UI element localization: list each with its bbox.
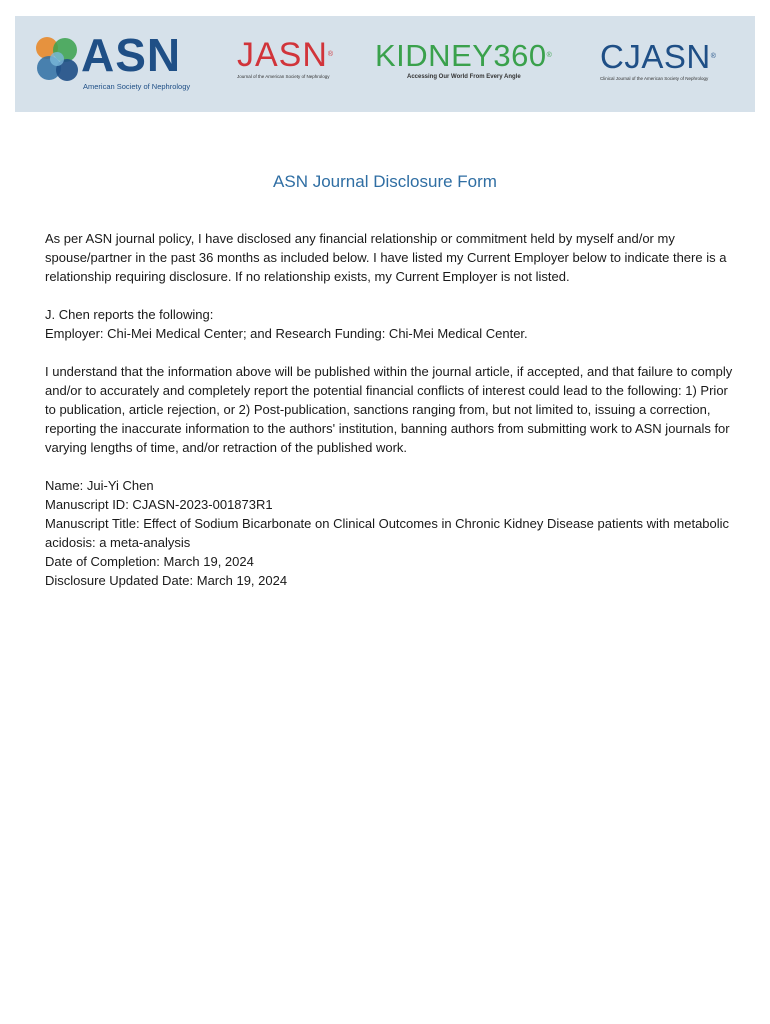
manuscript-title: Manuscript Title: Effect of Sodium Bicarbonate on Clinical Outcomes in Chronic Kidney Disease patients with metabolic acidosis: a meta-analysis	[45, 516, 730, 550]
asn-molecule-icon	[31, 34, 83, 86]
disclosure-updated-date: Disclosure Updated Date: March 19, 2024	[45, 573, 288, 588]
kidney360-subtitle: Accessing Our World From Every Angle	[407, 74, 521, 80]
manuscript-details	[45, 476, 735, 590]
cjasn-subtitle: Clinical Journal of the American Society of Nephrology	[600, 76, 709, 81]
cjasn-logo: CJASN® Clinical Journal of the American Society of Nephrology	[600, 40, 750, 81]
date-of-completion: Date of Completion: March 19, 2024	[45, 554, 254, 569]
acknowledgement-paragraph: I understand that the information above will be published within the journal article, if accepted, and that failure to comply and/or to accurately and completely report the potential financial conflicts of interest could lead to the following: 1) Prior to publication, article rejection, or 2) Post-publication, sanctions ranging from, but not limited to, issuing a correction, reporting the inaccurate information to the authors' institution, banning authors from submitting work to ASN journals for varying lengths of time, and/or retraction of the published work.	[45, 364, 733, 455]
report-section	[45, 305, 735, 343]
jasn-subtitle: Journal of the American Society of Nephrology	[237, 74, 330, 79]
jasn-logo: JASN® Journal of the American Society of Nephrology	[237, 38, 347, 79]
author-name: Name: Jui-Yi Chen	[45, 478, 154, 493]
page-title: ASN Journal Disclosure Form	[273, 172, 497, 191]
form-body	[45, 229, 735, 609]
kidney360-wordmark: KIDNEY360	[375, 38, 547, 73]
report-heading: J. Chen reports the following:	[45, 307, 214, 322]
jasn-wordmark: JASN	[237, 36, 328, 74]
asn-subtitle: American Society of Nephrology	[83, 82, 191, 91]
intro-paragraph: As per ASN journal policy, I have disclosed any financial relationship or commitment held by myself and/or my spouse/partner in the past 36 months as included below. I have listed my Current Employer below to indicate there is a relationship requiring disclosure. If no relationship exists, my Current Employer is not listed.	[45, 231, 727, 284]
cjasn-wordmark: CJASN	[600, 38, 711, 75]
asn-logo	[31, 29, 206, 96]
asn-wordmark: ASN	[81, 29, 182, 81]
report-details: Employer: Chi-Mei Medical Center; and Research Funding: Chi-Mei Medical Center.	[45, 326, 528, 341]
kidney360-logo: KIDNEY360® Accessing Our World From Every Angle	[375, 40, 565, 80]
header-banner	[15, 16, 755, 112]
manuscript-id: Manuscript ID: CJASN-2023-001873R1	[45, 497, 273, 512]
